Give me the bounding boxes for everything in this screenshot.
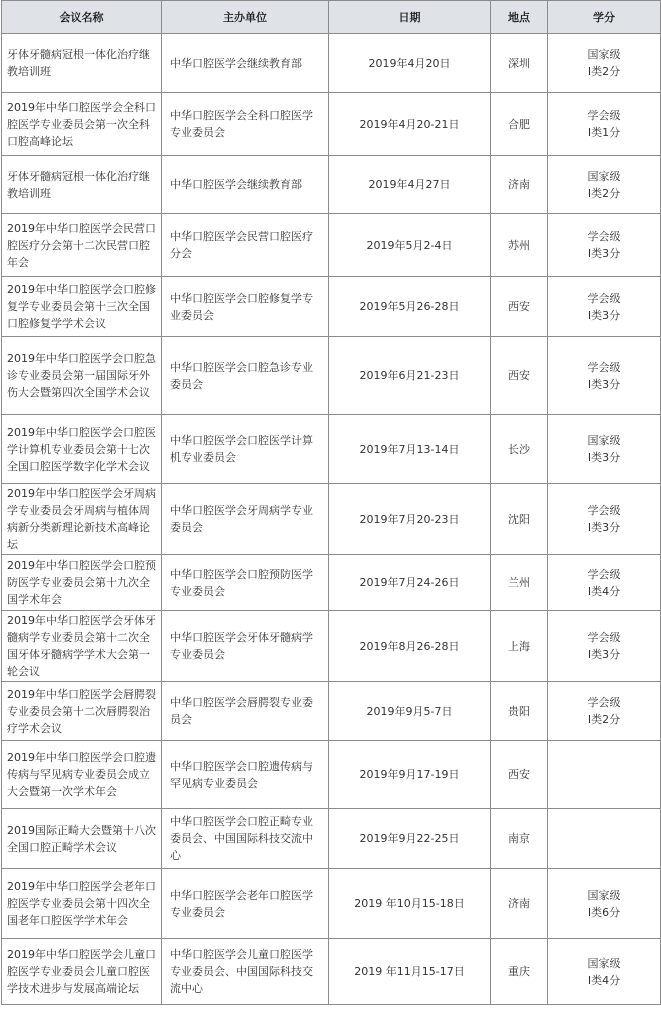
conference-place-text: 西安: [508, 369, 530, 382]
conference-name: [2, 484, 162, 555]
conference-place: [491, 741, 548, 809]
credit-text: 国家级: [587, 956, 621, 970]
credit: [548, 34, 661, 93]
credit-text: I类3分: [587, 247, 621, 260]
table-row: [2, 337, 661, 415]
header-place: 地点: [491, 1, 548, 34]
organizer: [162, 939, 329, 1005]
conference-date: [329, 156, 491, 214]
conference-date-text: 2019年8月26-28日: [359, 639, 460, 653]
conference-name-text: 2019国际正畸大会暨第十八次全国口腔正畸学术会议: [7, 823, 156, 854]
credit-text: I类1分: [587, 126, 621, 139]
credit-text: I类3分: [587, 451, 621, 464]
conference-name-text: 2019年中华口腔医学会口腔预防医学专业委员会第十九次全国学术年会: [7, 559, 156, 606]
conference-place-text: 沈阳: [508, 512, 530, 526]
table-row: [2, 214, 661, 277]
organizer: [162, 93, 329, 156]
credit-text: 学会级: [587, 230, 621, 243]
table-header-row: [2, 1, 661, 34]
credit: [548, 415, 661, 484]
conference-date: [329, 869, 491, 939]
conference-date: [329, 34, 491, 93]
conference-place: [491, 337, 548, 415]
conference-place-text: 西安: [508, 300, 530, 313]
conference-date-text: 2019年9月17-19日: [359, 768, 460, 781]
credit-text: 学会级: [587, 504, 621, 517]
table-row: [2, 415, 661, 484]
credit: [548, 277, 661, 337]
conference-place: [491, 484, 548, 555]
credit: [548, 484, 661, 555]
conference-place-text: 济南: [508, 178, 530, 191]
table-row: [2, 939, 661, 1005]
conference-place: [491, 939, 548, 1005]
credit-text: 学会级: [587, 360, 621, 374]
conference-date-text: 2019年7月24-26日: [359, 576, 460, 589]
credit-text: I类4分: [587, 973, 621, 987]
conference-date-text: 2019年4月20日: [368, 56, 451, 70]
conference-date: [329, 277, 491, 337]
conference-date: [329, 809, 491, 869]
conference-name-text: 2019年中华口腔医学会老年口腔医学专业委员会第十四次全国老年口腔医学学术年会: [7, 880, 156, 927]
organizer: [162, 869, 329, 939]
credit-text: 国家级: [587, 434, 621, 447]
conference-date: [329, 214, 491, 277]
conference-name: [2, 337, 162, 415]
conference-date: [329, 682, 491, 741]
organizer: [162, 34, 329, 93]
table-row: [2, 277, 661, 337]
conference-name: [2, 611, 162, 682]
organizer: [162, 214, 329, 277]
credit: [548, 555, 661, 611]
conference-table: [1, 0, 661, 1005]
conference-name: [2, 555, 162, 611]
organizer: [162, 337, 329, 415]
conference-name-text: 牙体牙髓病冠根一体化治疗继教培训班: [7, 169, 150, 200]
credit-text: 学会级: [587, 631, 621, 644]
table-row: [2, 555, 661, 611]
conference-place-text: 重庆: [508, 965, 530, 978]
conference-place-text: 长沙: [508, 442, 530, 456]
conference-place-text: 深圳: [508, 56, 530, 70]
conference-place-text: 合肥: [508, 117, 530, 131]
credit-text: I类2分: [587, 713, 621, 726]
conference-name: [2, 682, 162, 741]
organizer-text: 中华口腔医学会继续教育部: [170, 56, 302, 70]
conference-date: [329, 741, 491, 809]
conference-date-text: 2019年9月22-25日: [359, 832, 460, 845]
conference-name: [2, 156, 162, 214]
organizer: [162, 741, 329, 809]
conference-name-text: 2019年中华口腔医学会牙周病学专业委员会牙周病与植体周病新分类新理论新技术高峰论坛: [7, 487, 156, 551]
credit-text: I类6分: [587, 905, 621, 919]
conference-date-text: 2019年6月21-23日: [359, 369, 460, 382]
organizer: [162, 682, 329, 741]
header-date: 日期: [329, 1, 491, 34]
credit-text: I类3分: [587, 648, 621, 661]
conference-name: [2, 809, 162, 869]
organizer-text: 中华口腔医学会唇腭裂专业委员会: [170, 696, 313, 726]
conference-date: [329, 611, 491, 682]
organizer-text: 中华口腔医学会口腔修复学专业委员会: [170, 291, 313, 322]
conference-place: [491, 555, 548, 611]
credit-text: I类2分: [587, 186, 621, 200]
conference-name: [2, 869, 162, 939]
conference-date-text: 2019 年10月15-18日: [354, 897, 465, 910]
organizer-text: 中华口腔医学会牙周病学专业委员会: [170, 504, 313, 534]
organizer: [162, 415, 329, 484]
conference-place-text: 苏州: [508, 238, 530, 252]
conference-name-text: 2019年中华口腔医学会儿童口腔医学专业委员会儿童口腔医学技术进步与发展高端论坛: [7, 948, 156, 995]
conference-place-text: 西安: [508, 768, 530, 781]
credit-text: 学会级: [587, 696, 621, 709]
conference-place: [491, 277, 548, 337]
conference-name-text: 2019年中华口腔医学会口腔急诊专业委员会第一届国际牙外伤大会暨第四次全国学术会议: [7, 352, 156, 399]
table-row: [2, 156, 661, 214]
table-row: [2, 809, 661, 869]
table-row: [2, 741, 661, 809]
credit-text: I类3分: [587, 308, 621, 322]
conference-name-text: 2019年中华口腔医学会全科口腔医学专业委员会第一次全科口腔高峰论坛: [7, 100, 156, 148]
conference-name-text: 2019年中华口腔医学会民营口腔医疗分会第十二次民营口腔年会: [7, 221, 156, 269]
credit-text: I类4分: [587, 584, 621, 598]
conference-place-text: 兰州: [508, 576, 530, 589]
organizer-text: 中华口腔医学会儿童口腔医学专业委员会、中国国际科技交流中心: [170, 948, 313, 995]
conference-date-text: 2019年7月20-23日: [359, 512, 460, 526]
conference-name: [2, 277, 162, 337]
credit-text: I类3分: [587, 521, 621, 534]
conference-place-text: 济南: [508, 897, 530, 910]
conference-name-text: 2019年中华口腔医学会口腔修复学专业委员会第十三次全国口腔修复学学术会议: [7, 283, 156, 330]
organizer-text: 中华口腔医学会全科口腔医学专业委员会: [170, 109, 313, 139]
table-row: [2, 682, 661, 741]
organizer: [162, 277, 329, 337]
conference-name: [2, 741, 162, 809]
table-row: [2, 93, 661, 156]
conference-date-text: 2019 年11月15-17日: [354, 965, 465, 978]
credit: [548, 939, 661, 1005]
organizer: [162, 156, 329, 214]
header-credit: 学分: [548, 1, 661, 34]
conference-place: [491, 214, 548, 277]
credit-text: 学会级: [587, 109, 621, 122]
organizer-text: 中华口腔医学会民营口腔医疗分会: [170, 230, 313, 260]
conference-date-text: 2019年5月26-28日: [359, 300, 460, 313]
conference-date: [329, 415, 491, 484]
credit: [548, 93, 661, 156]
organizer-text: 中华口腔医学会口腔遗传病与罕见病专业委员会: [170, 759, 313, 790]
credit-text: 国家级: [587, 169, 621, 183]
table-body: [2, 34, 661, 1005]
credit: [548, 809, 661, 869]
organizer: [162, 555, 329, 611]
organizer-text: 中华口腔医学会口腔预防医学专业委员会: [170, 567, 313, 598]
conference-name-text: 2019年中华口腔医学会口腔遗传病与罕见病专业委员会成立大会暨第一次学术年会: [7, 751, 156, 798]
conference-place: [491, 156, 548, 214]
credit-text: 国家级: [587, 888, 621, 902]
organizer-text: 中华口腔医学会口腔正畸专业委员会、中国国际科技交流中心: [170, 815, 313, 862]
organizer-text: 中华口腔医学会口腔医学计算机专业委员会: [170, 434, 313, 464]
conference-place: [491, 869, 548, 939]
conference-place: [491, 34, 548, 93]
credit-text: 学会级: [587, 567, 621, 581]
conference-place-text: 南京: [508, 832, 530, 845]
conference-date-text: 2019年7月13-14日: [359, 442, 460, 456]
organizer: [162, 809, 329, 869]
conference-name-text: 牙体牙髓病冠根一体化治疗继教培训班: [7, 48, 150, 78]
table-row: [2, 611, 661, 682]
credit: [548, 214, 661, 277]
table-row: [2, 484, 661, 555]
conference-date: [329, 337, 491, 415]
conference-date-text: 2019年9月5-7日: [366, 704, 453, 718]
organizer-text: 中华口腔医学会牙体牙髓病学专业委员会: [170, 631, 313, 661]
conference-place-text: 贵阳: [508, 704, 530, 718]
credit: [548, 611, 661, 682]
conference-name-text: 2019年中华口腔医学会唇腭裂专业委员会第十二次唇腭裂治疗学术会议: [7, 687, 156, 735]
conference-name: [2, 415, 162, 484]
conference-date-text: 2019年4月27日: [368, 178, 451, 191]
table-row: [2, 34, 661, 93]
conference-place: [491, 682, 548, 741]
credit-text: I类3分: [587, 377, 621, 391]
conference-date: [329, 484, 491, 555]
credit: [548, 741, 661, 809]
credit-text: 学会级: [587, 291, 621, 305]
conference-place: [491, 611, 548, 682]
conference-name: [2, 214, 162, 277]
conference-name-text: 2019年中华口腔医学会口腔医学计算机专业委员会第十七次全国口腔医学数字化学术会议: [7, 425, 156, 473]
header-organizer: 主办单位: [162, 1, 329, 34]
table-row: [2, 869, 661, 939]
credit: [548, 156, 661, 214]
conference-date-text: 2019年4月20-21日: [359, 117, 460, 131]
conference-date: [329, 93, 491, 156]
credit: [548, 682, 661, 741]
organizer-text: 中华口腔医学会老年口腔医学专业委员会: [170, 888, 313, 919]
header-name: 会议名称: [2, 1, 162, 34]
credit: [548, 869, 661, 939]
conference-date: [329, 939, 491, 1005]
credit: [548, 337, 661, 415]
conference-name-text: 2019年中华口腔医学会牙体牙髓病学专业委员会第十二次全国牙体牙髓病学学术大会第一轮会议: [7, 614, 156, 678]
conference-date: [329, 555, 491, 611]
conference-place: [491, 415, 548, 484]
credit-text: 国家级: [587, 48, 621, 61]
conference-place: [491, 93, 548, 156]
conference-name: [2, 34, 162, 93]
conference-name: [2, 93, 162, 156]
conference-place-text: 上海: [508, 639, 530, 653]
conference-name: [2, 939, 162, 1005]
conference-date-text: 2019年5月2-4日: [366, 238, 453, 252]
organizer-text: 中华口腔医学会口腔急诊专业委员会: [170, 360, 313, 391]
organizer-text: 中华口腔医学会继续教育部: [170, 178, 302, 191]
credit-text: I类2分: [587, 65, 621, 78]
organizer: [162, 611, 329, 682]
conference-place: [491, 809, 548, 869]
organizer: [162, 484, 329, 555]
